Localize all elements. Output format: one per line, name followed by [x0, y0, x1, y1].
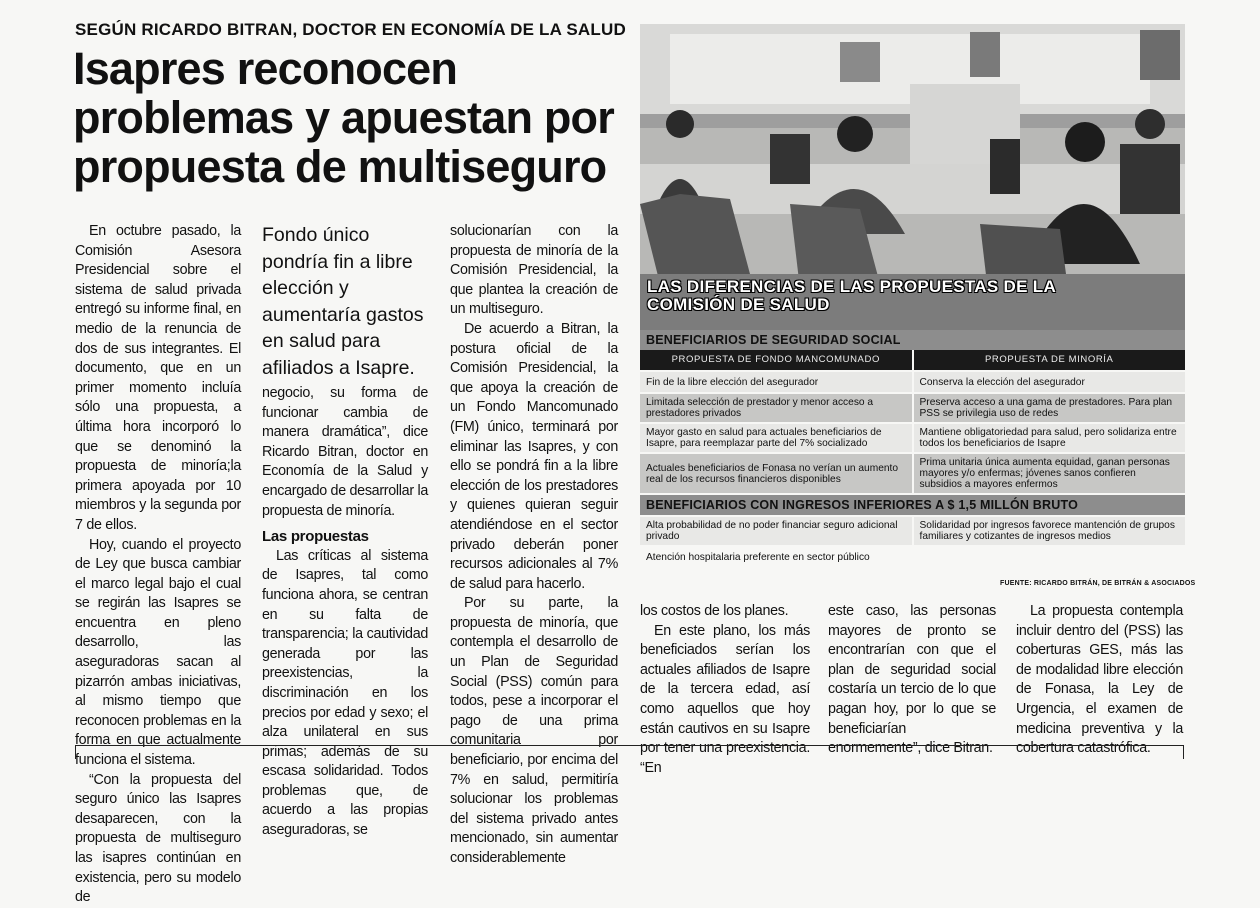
table-cell: Conserva la elección del asegurador — [914, 372, 1186, 392]
table-column-headers — [640, 350, 1185, 370]
table-row — [640, 517, 1185, 545]
article-column-2 — [262, 384, 428, 841]
comparison-table — [640, 330, 1185, 567]
table-cell: Solidaridad por ingresos favorece mantención de grupos familiares y cotizantes de ingresos medios — [914, 517, 1186, 545]
table-cell: Mayor gasto en salud para actuales beneficiarios de Isapre, para reemplazar parte del 7% socializado — [640, 424, 912, 452]
paragraph: En octubre pasado, la Comisión Asesora Presidencial sobre el sistema de salud privada entregó su informe final, en medio de la renuncia de dos de sus integrantes. El documento, que en un primer momento incluía sólo una propuesta, a última hora incorporó lo que se denominó la propuesta de minoría;la primera apoyada por 10 miembros y la segunda por 7 de ellos. — [75, 223, 241, 533]
paragraph: Las críticas al sistema de Isapres, tal como funciona ahora, se centran en su falta de transparencia; la cautividad generada por las preexistencias, la discriminación en los precios por edad y sexo; el alza unilateral en sus primas; además de su escasa solidaridad. Todos problemas que, de acuerdo a las propias aseguradoras, se — [262, 547, 428, 839]
table-cell: Fin de la libre elección del asegurador — [640, 372, 912, 392]
subhead: Las propuestas — [262, 528, 369, 546]
table-row — [640, 547, 1185, 567]
table-cell: Alta probabilidad de no poder financiar seguro adicional privado — [640, 517, 912, 545]
left-rule — [75, 745, 76, 759]
paragraph: En este plano, los más beneficiados serían los actuales afiliados de Isapre de la tercera edad, así como aquellos que hoy están cautivos en su Isapre por tener una preexistencia. “En — [640, 622, 810, 776]
paragraph: los costos de los planes. — [640, 603, 789, 619]
table-row — [640, 394, 1185, 422]
table-row — [640, 424, 1185, 452]
table-section-header: BENEFICIARIOS CON INGRESOS INFERIORES A $ 1,5 MILLÓN BRUTO — [640, 495, 1185, 515]
paragraph: Por su parte, la propuesta de minoría, que contempla el desarrollo de un Plan de Seguridad Social (PSS) común para todos, pese a incorporar el pago de una prima comunitaria por beneficiario, por encima del 7% en salud, permitiría solucionar los problemas del sistema privado antes mencionado, sin aumentar considerablemente — [450, 595, 618, 866]
table-row — [640, 454, 1185, 493]
paragraph: solucionarían con la propuesta de minoría de la Comisión Presidencial, la que plantea la creación de un multiseguro. — [450, 223, 618, 318]
table-cell: Actuales beneficiarios de Fonasa no verían un aumento real de los recursos financieros disponibles — [640, 454, 912, 493]
paragraph: Hoy, cuando el proyecto de Ley que busca cambiar el marco legal bajo el cual se regirán las Isapres se encuentra en pleno desarrollo, las aseguradoras sacan al pizarrón ambas iniciativas, al mismo tiempo que reconocen problemas en la forma en que actualmente funciona el sistema. — [75, 536, 241, 769]
paragraph: La propuesta contempla incluir dentro del (PSS) las coberturas GES, más las de modalidad libre elección de Fonasa, la Ley de Urgencia, el examen de medicina preventiva y la cobertura catastrófica. — [1016, 603, 1183, 757]
infographic-title: LAS DIFERENCIAS DE LAS PROPUESTAS DE LA COMISIÓN DE SALUD — [647, 277, 1056, 314]
paragraph: este caso, las personas mayores de pronto se encontrarían con que el plan de seguridad social costaría un tercio de lo que pagan hoy, por lo que se beneficiarían enormemente”, dice Bitran. — [828, 603, 996, 757]
paragraph: De acuerdo a Bitran, la postura oficial de la Comisión Presidencial, la que apoya la creación de un Fondo Mancomunado (FM) único, terminará por eliminar las Isapres, y con ello se pondrá fin a la libre elección de los prestadores y quienes quieran seguir atendiéndose en el sector privado deberán poner recursos adicionales al 7% de salud para hacerlo. — [450, 320, 618, 592]
article-column-6 — [1016, 602, 1183, 759]
table-cell: Preserva acceso a una gama de prestadores. Para plan PSS se privilegia uso de redes — [914, 394, 1186, 422]
article-column-5 — [828, 602, 996, 759]
right-rule — [1183, 745, 1184, 759]
table-row — [640, 372, 1185, 392]
source-credit: FUENTE: RICARDO BITRÁN, DE BITRÁN & ASOCIADOS — [1000, 580, 1196, 587]
article-column-3 — [450, 222, 618, 869]
paragraph: negocio, su forma de funcionar cambia de manera dramática”, dice Ricardo Bitran, doctor en Economía de la Salud y encargado de desarrollar la propuesta de minoría. — [262, 385, 428, 519]
table-cell: Atención hospitalaria preferente en sector público — [640, 547, 912, 567]
column-header: PROPUESTA DE MINORÍA — [914, 350, 1186, 370]
pull-quote: Fondo único pondría fin a libre elección y aumentaría gastos en salud para afiliados a Isapre. — [262, 224, 424, 379]
column-header: PROPUESTA DE FONDO MANCOMUNADO — [640, 350, 912, 370]
headline: Isapres reconocen problemas y apuestan por propuesta de multiseguro — [73, 43, 614, 192]
kicker: SEGÚN RICARDO BITRAN, DOCTOR EN ECONOMÍA DE LA SALUD — [75, 20, 626, 39]
article-column-1 — [75, 222, 241, 908]
table-cell — [914, 547, 1186, 567]
article-column-4 — [640, 602, 810, 778]
table-cell: Limitada selección de prestador y menor acceso a prestadores privados — [640, 394, 912, 422]
table-section-header: BENEFICIARIOS DE SEGURIDAD SOCIAL — [640, 330, 1185, 350]
paragraph: “Con la propuesta del seguro único las Isapres desaparecen, con la propuesta de multiseguro las isapres continúan en existencia, pero su modelo de — [75, 771, 241, 906]
table-cell: Mantiene obligatoriedad para salud, pero solidariza entre todos los beneficiarios de Isapre — [914, 424, 1186, 452]
bottom-rule — [75, 745, 1183, 746]
table-cell: Prima unitaria única aumenta equidad, ganan personas mayores y/o enfermas; jóvenes sanos confieren subsidios a mayores enfermos — [914, 454, 1186, 493]
